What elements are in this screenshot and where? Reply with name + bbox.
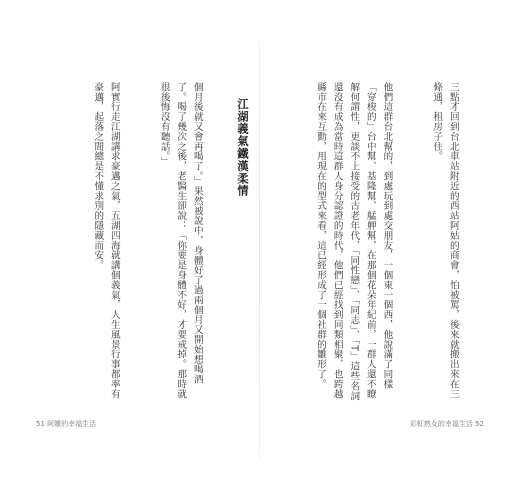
section-heading: 江湖義氣鐵漢柔情 [236, 98, 249, 198]
right-page-footer: 彩虹熟女的幸福生活 52 [409, 420, 484, 428]
left-page-footer: 51 阿嬤的幸福生活 [36, 420, 97, 428]
left-page-body [78, 82, 238, 402]
paragraph: 個月後就又會再喝了。」果然被說中，身體好了過兩個月又開始想喝酒了。喝了幾次之後，老醫生卻說：「你要是身體不好，才要戒掉。那時就很後悔沒有聽話。」 [158, 82, 203, 399]
paragraph: 三點才回到台北車站附近的西站阿姑的商會，怕被罵，後來就搬出來在三條通，租房子住。 [431, 82, 459, 399]
right-page-body [282, 82, 494, 402]
page-gutter [259, 40, 260, 460]
paragraph: 阿實行走江湖講求豪邁之氣，五湖四海就講個義氣，人生風景行事都率有豪邁，起落之間總是不懂求別的隱藏而安。 [92, 82, 120, 399]
right-page [262, 0, 520, 500]
paragraph: 他們這群台北幫的，到處玩到處交朋友，一個東一個西，他說滿了同樣「穿梭的」台中幫、基隆幫、艋舺幫，在那個花朵年紀前，一群人還不瞭解何謂性，更談不上接受的古老年代，「同性戀」、「同志」、「T」這些名詞還沒有成為當時這群人身分認證的時代，他們已經找到同類相聚，也跨越縣市在來互動，用現在的型式來看，這已經形成了一個社群的雛形了。 [315, 82, 393, 401]
